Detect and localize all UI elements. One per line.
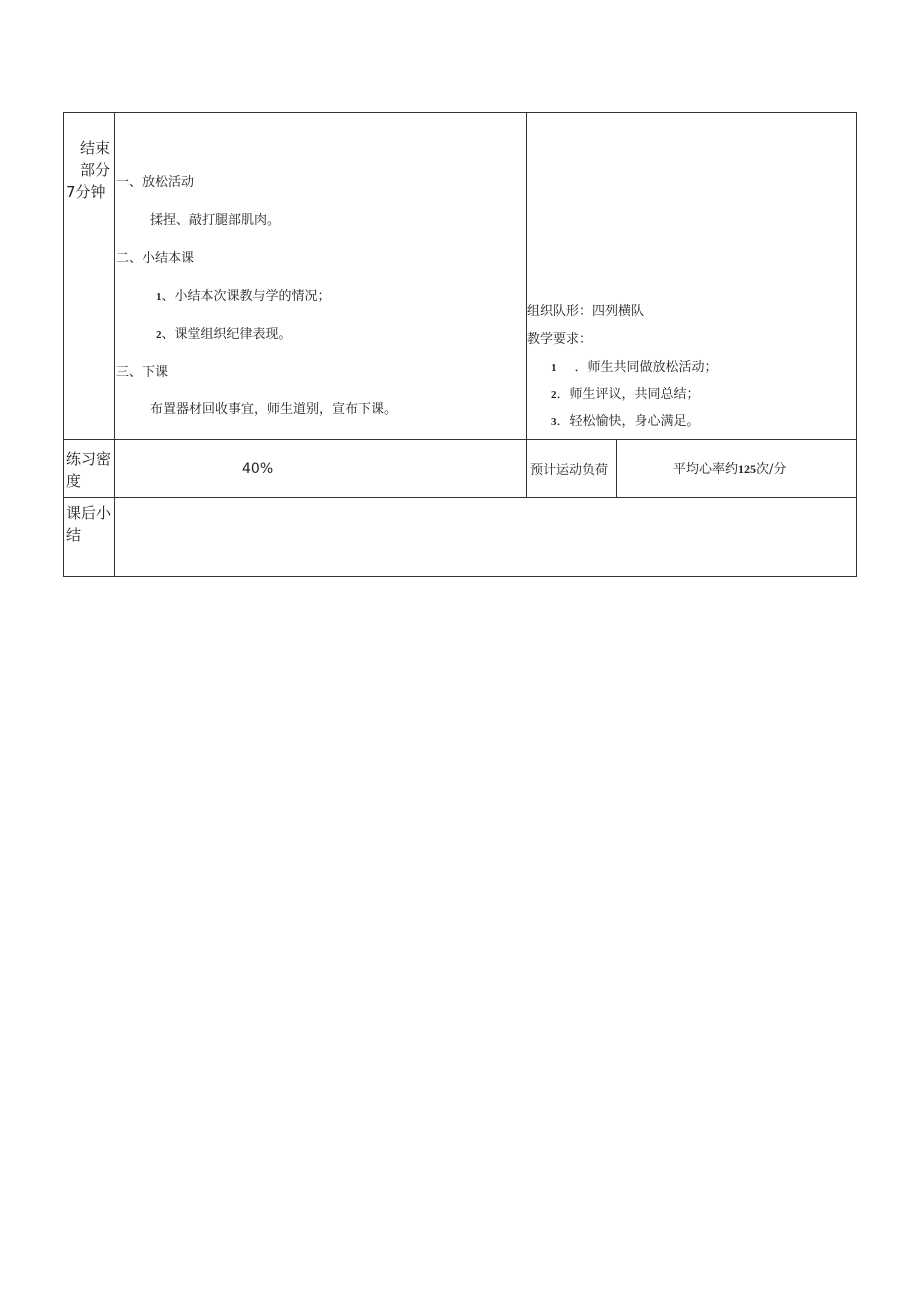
item1-title: 一、放松活动: [116, 175, 195, 190]
density-label-line1: 练习密: [66, 450, 112, 468]
item2-sub2-text: 、课堂组织纪律表现。: [161, 327, 292, 342]
formation-text: 组织队形：四列横队: [527, 304, 645, 319]
summary-label-line2: 结: [66, 526, 82, 544]
req1-text: ．师生共同做放松活动；: [574, 360, 718, 375]
item2-title: 二、小结本课: [116, 251, 195, 266]
item2-sub1: [156, 290, 331, 303]
load-label: 预计运动负荷: [530, 463, 609, 478]
requirements-title: 教学要求：: [527, 332, 593, 347]
load-value-num: 125: [738, 462, 757, 476]
item3-title: 三、下课: [116, 365, 169, 380]
item2-sub1-num: 1: [156, 291, 162, 303]
req2-num: 2: [551, 389, 557, 401]
row-divider-density: [64, 497, 856, 498]
ending-section-label: [66, 137, 111, 203]
load-value-prefix: 平均心率约: [673, 462, 739, 477]
row-divider-ending: [64, 439, 856, 440]
item2-sub1-text: 、小结本次课教与学的情况；: [161, 289, 331, 304]
ending-label-line2: 部分: [80, 161, 111, 179]
column-divider-label: [114, 113, 115, 576]
requirement-2: [551, 388, 700, 401]
density-value: 40%: [242, 461, 274, 477]
requirement-3: [551, 415, 700, 428]
summary-label-line1: 课后小: [66, 504, 112, 522]
req3-text: ．轻松愉快，身心满足。: [556, 414, 700, 429]
ending-label-line3: 7分钟: [66, 183, 106, 201]
ending-label-line1: 结束: [80, 139, 111, 157]
lesson-plan-table: [63, 112, 857, 577]
requirement-1: [551, 361, 718, 374]
density-label-line2: 度: [66, 472, 82, 490]
req1-num: 1: [551, 362, 557, 374]
column-divider-load: [616, 439, 617, 497]
item1-detail: 揉捏、敲打腿部肌肉。: [150, 213, 281, 228]
load-value-suffix: 次/分: [756, 462, 787, 477]
density-label: [66, 448, 111, 492]
item3-detail: 布置器材回收事宜，师生道别，宣布下课。: [150, 402, 398, 417]
summary-label: [66, 502, 111, 546]
item2-sub2-num: 2: [156, 329, 162, 341]
load-value: [673, 463, 786, 476]
req2-text: ．师生评议，共同总结；: [556, 387, 700, 402]
req3-num: 3: [551, 416, 557, 428]
item2-sub2: [156, 328, 292, 341]
